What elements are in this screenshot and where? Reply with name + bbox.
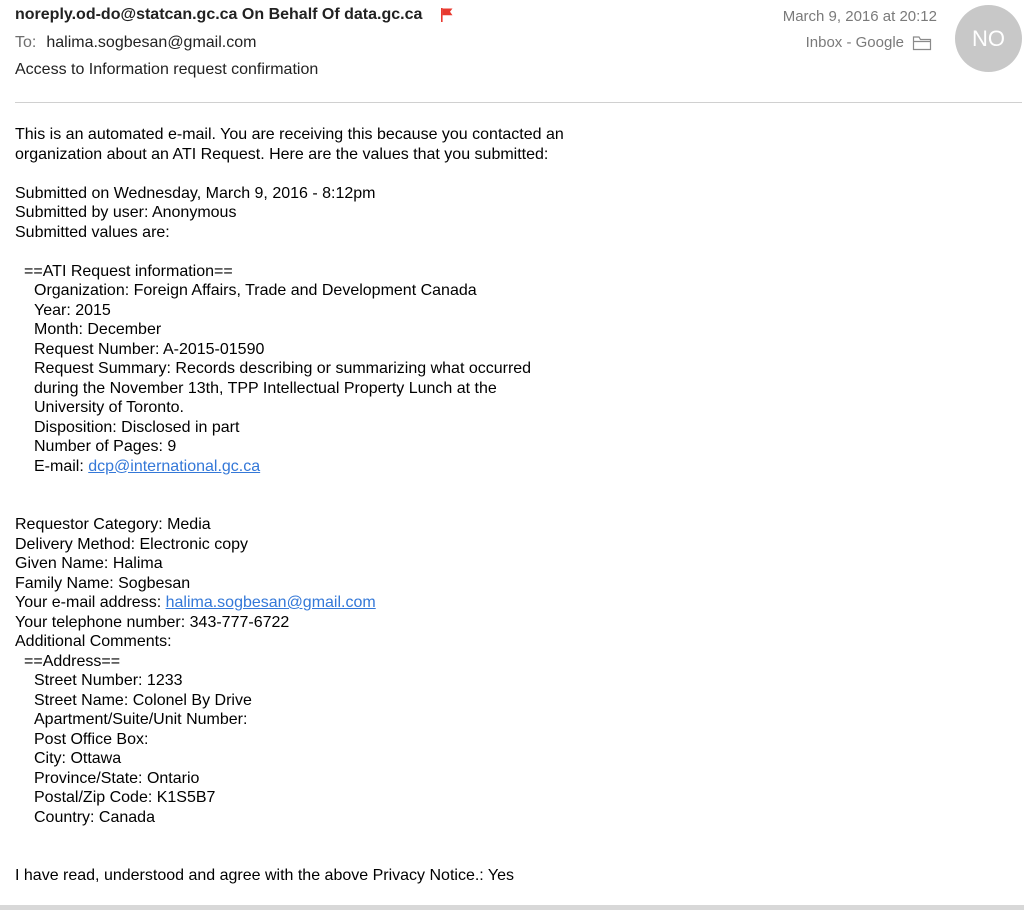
province: Province/State: Ontario [34,769,200,787]
message-body [15,125,1005,886]
given-name: Given Name: Halima [15,555,163,572]
message-date: March 9, 2016 at 20:12 [782,8,937,25]
telephone: Your telephone number: 343-777-6722 [15,613,290,631]
postal-code: Postal/Zip Code: K1S5B7 [34,789,216,806]
request-number: Request Number: A-2015-01590 [34,340,265,358]
country: Country: Canada [34,808,155,826]
submitted-by: Submitted by user: Anonymous [15,204,237,221]
mailbox-location[interactable] [806,34,932,51]
additional-comments: Additional Comments: [15,633,172,650]
po-box: Post Office Box: [34,730,149,748]
bottom-edge [0,905,1024,910]
subject: Access to Information request confirmation [15,61,319,78]
your-email-link[interactable]: halima.sogbesan@gmail.com [165,594,376,611]
requestor-category: Requestor Category: Media [15,516,211,533]
header-divider [15,102,1022,103]
request-summary-2: during the November 13th, TPP Intellectual Property Lunch at the [34,379,497,397]
mailbox-label[interactable]: Inbox - Google [805,34,904,51]
organization: Organization: Foreign Affairs, Trade and Development Canada [34,282,477,299]
your-email [15,593,1005,613]
request-summary-3: University of Toronto. [34,399,184,416]
recipient-address[interactable]: halima.sogbesan@gmail.com [46,34,257,51]
flag-icon[interactable] [440,7,454,23]
delivery-method: Delivery Method: Electronic copy [15,535,248,553]
privacy-notice: I have read, understood and agree with the above Privacy Notice.: Yes [15,867,514,884]
disposition: Disposition: Disclosed in part [34,418,240,436]
ati-heading: ==ATI Request information== [24,262,233,280]
submitted-on: Submitted on Wednesday, March 9, 2016 - 8:12pm [15,184,376,202]
intro-line-2: organization about an ATI Request. Here are the values that you submitted: [15,145,549,163]
number-of-pages: Number of Pages: 9 [34,438,177,455]
contact-email-link[interactable]: dcp@international.gc.ca [88,457,261,475]
contact-email [15,457,1005,477]
address-heading: ==Address== [24,652,121,670]
intro-line-1: This is an automated e-mail. You are receiving this because you contacted an [15,126,564,143]
apartment: Apartment/Suite/Unit Number: [34,711,248,728]
request-summary-1: Request Summary: Records describing or summarizing what occurred [34,360,532,377]
street-number: Street Number: 1233 [34,672,183,689]
recipient [15,34,256,52]
city: City: Ottawa [34,750,122,767]
contact-email-label: E-mail: [34,457,89,475]
folder-icon[interactable] [912,35,932,51]
to-label: To: [15,34,37,51]
your-email-label: Your e-mail address: [15,594,166,611]
message-header [0,0,1024,104]
sender[interactable] [15,6,454,24]
submitted-values: Submitted values are: [15,223,170,241]
sender-text[interactable]: noreply.od-do@statcan.gc.ca On Behalf Of data.gc.ca [15,6,423,23]
month: Month: December [34,321,162,338]
street-name: Street Name: Colonel By Drive [34,691,252,709]
family-name: Family Name: Sogbesan [15,574,191,592]
avatar: NO [955,5,1022,72]
year: Year: 2015 [34,301,111,319]
